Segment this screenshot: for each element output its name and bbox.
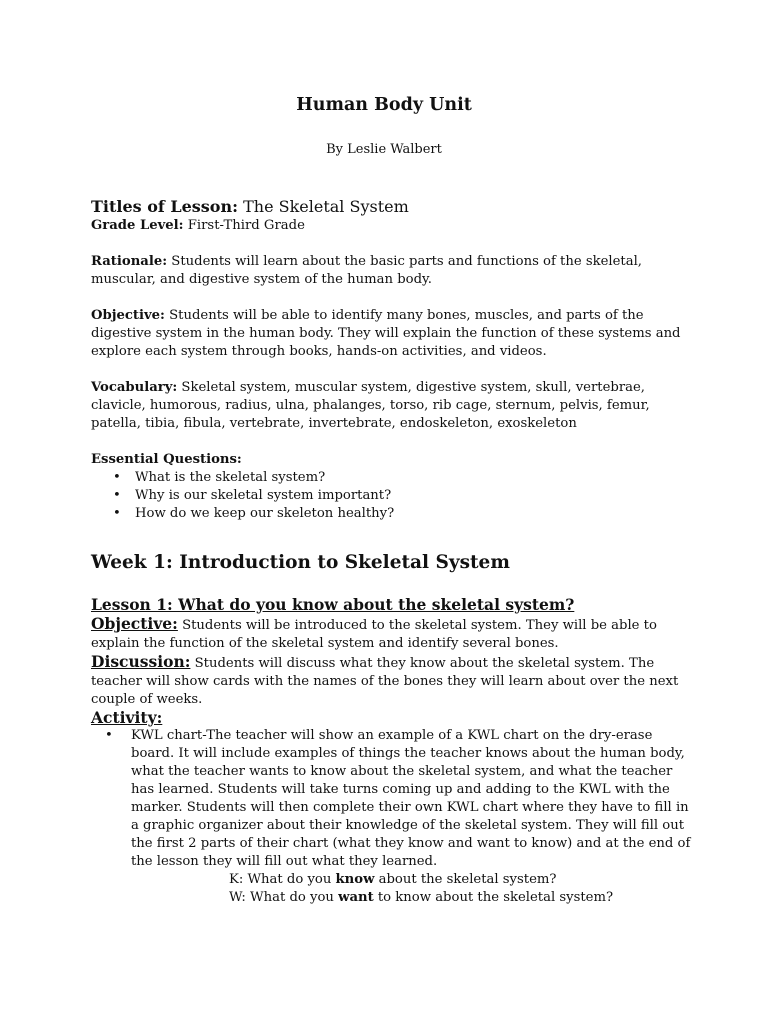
objective-text: Students will be able to identify many bones, muscles, and parts of the digestive system in the human body. They will explain the function of these systems and explore each system through books, hands-on activities, and videos. [91, 308, 681, 359]
kwl-w-suffix: to know about the skeletal system? [373, 890, 614, 905]
kwl-w-keyword: want [338, 890, 374, 905]
activity-list [91, 727, 691, 871]
list-item: • What is the skeletal system? [135, 469, 691, 487]
essential-questions-list [91, 469, 691, 523]
vocabulary-paragraph [91, 379, 691, 433]
lesson-objective-paragraph [91, 615, 691, 653]
discussion-paragraph [91, 653, 691, 709]
list-item: • KWL chart-The teacher will show an example of a KWL chart on the dry-erase board. It will include examples of things the teacher knows about the human body, what the teacher wants to know about the skeletal system, and what the teacher has learned. Students will take turns coming up and adding to the KWL with the marker. Students will then complete their own KWL chart where they have to fill in a graphic organizer about their knowledge of the skeletal system. They will fill out the first 2 parts of their chart (what they know and want to know) and at the end of the lesson they will fill out what they learned. [131, 727, 691, 871]
lesson-objective-text: Students will be introduced to the skeletal system. They will be able to explain the function of the skeletal system and identify several bones. [91, 618, 657, 651]
rationale-label: Rationale: [91, 254, 168, 269]
activity-label: Activity: [91, 708, 163, 727]
lesson-info-section [91, 197, 691, 523]
grade-level-line [91, 217, 691, 235]
document-title: Human Body Unit [296, 95, 472, 115]
rationale-text: Students will learn about the basic parts and functions of the skeletal, muscular, and digestive system of the human body. [91, 254, 642, 287]
author-byline: By Leslie Walbert [326, 142, 442, 157]
kwl-w-prefix: W: What do you [229, 890, 339, 905]
kwl-k-question [91, 871, 691, 889]
titles-label: Titles of Lesson: [91, 197, 238, 216]
objective-paragraph [91, 307, 691, 361]
list-item: • How do we keep our skeleton healthy? [135, 505, 691, 523]
discussion-label: Discussion: [91, 652, 191, 671]
week-1-heading: Week 1: Introduction to Skeletal System [91, 552, 510, 573]
vocabulary-label: Vocabulary: [91, 380, 178, 395]
discussion-text: Students will discuss what they know about the skeletal system. The teacher will show cards with the names of the bones they will learn about over the next couple of weeks. [91, 656, 679, 707]
lesson-1-heading: Lesson 1: What do you know about the skeletal system? [91, 595, 575, 614]
lesson-title-line [91, 197, 691, 217]
vocabulary-text: Skeletal system, muscular system, digestive system, skull, vertebrae, clavicle, humorous, radius, ulna, phalanges, torso, rib cage, sternum, pelvis, femur, patella, tibia, fibula, vertebrate, invertebrate, endoskeleton, exoskeleton [91, 380, 650, 431]
grade-value: First-Third Grade [183, 218, 305, 233]
lesson-1-section [91, 595, 691, 907]
essential-questions-label: Essential Questions: [91, 452, 242, 467]
objective-label: Objective: [91, 308, 165, 323]
grade-label: Grade Level: [91, 218, 184, 233]
kwl-w-question [91, 889, 691, 907]
rationale-paragraph [91, 253, 691, 289]
list-item: • Why is our skeletal system important? [135, 487, 691, 505]
kwl-k-prefix: K: What do you [229, 872, 336, 887]
lesson-objective-label: Objective: [91, 614, 178, 633]
kwl-k-suffix: about the skeletal system? [374, 872, 557, 887]
titles-value: The Skeletal System [238, 197, 409, 216]
kwl-k-keyword: know [335, 872, 375, 887]
